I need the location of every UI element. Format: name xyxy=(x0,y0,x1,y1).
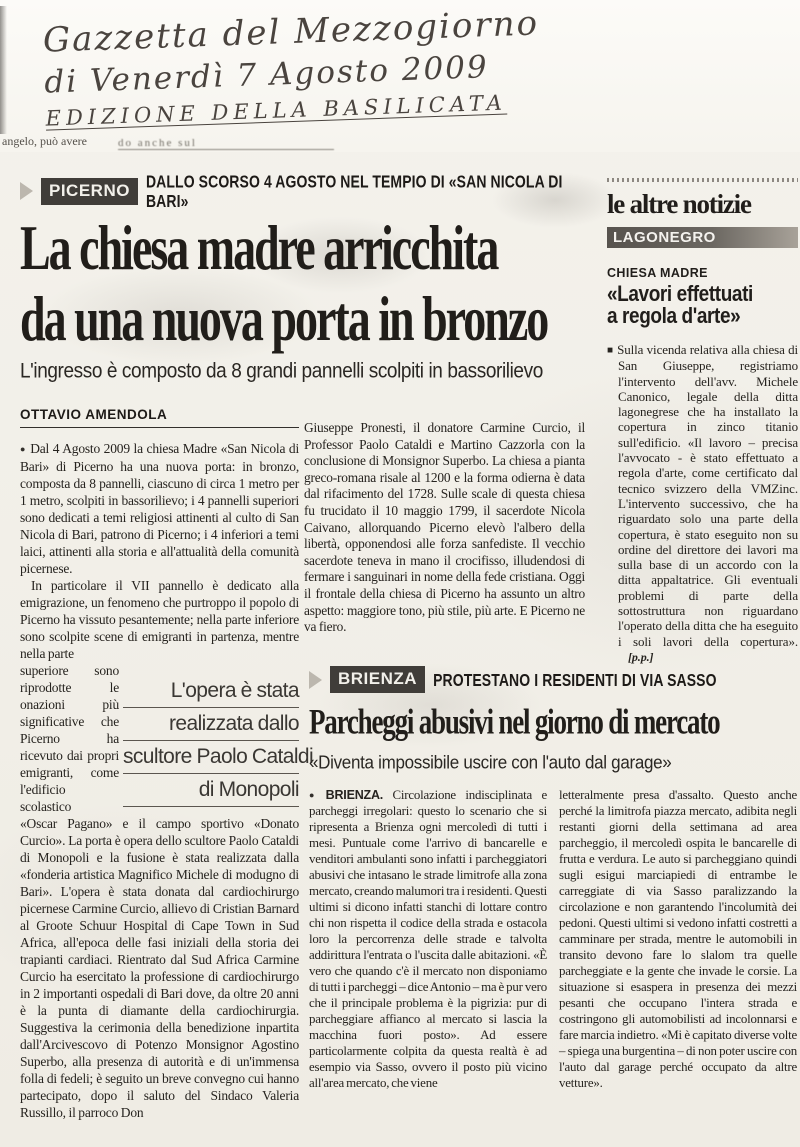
handwritten-newspaper-name: Gazzetta del Mezzogiorno xyxy=(42,3,540,61)
sidebar-location-strip: LAGONEGRO xyxy=(607,227,798,248)
picerno-paragraph-2: In particolare il VII pannello è dedicato alla emigrazione, un fenomeno che purtroppo il popolo di Picerno ha vissuto pesantemente; nella parte inferiore sono scolpite scene di emigranti in partenza, mentre nella parte xyxy=(20,578,299,661)
picerno-headline-line-1: La chiesa madre arricchita xyxy=(20,212,498,283)
brienza-body-column-2: letteralmente presa d'assalto. Questo anche perché la limitrofa piazza mercato, adibita negli restanti giorni della settimana ad area parcheggio, il mercoledì ospita le bancarelle di frutta e verdura. Le auto si parcheggiano quindi sugli esigui marciapiedi di entrambe le carreggiate di via Sasso paralizzando la circolazione e non garantendo l'incolumità dei pedoni. Questi ultimi si vedono infatti costretti a camminare per strada, mentre le automobili in transito devono fare lo slalom tra quelle parcheggiate e la gente che invade le corsie. La situazione si esaspera in presenza dei mezzi pesanti che occupano l'intera strada e costringono gli automobilisti ad incolonnarsi e fare marcia indietro. «Mi è capitato diverse volte – spiega una burgentina – di non poter uscire con l'auto dal garage perché occupato da altre vetture». xyxy=(559,788,797,1090)
sidebar-body xyxy=(607,342,798,665)
picerno-kicker: DALLO SCORSO 4 AGOSTO NEL TEMPIO DI «SAN NICOLA DI BARI» xyxy=(145,171,563,211)
brienza-body-column-1: ● BRIENZA. Circolazione indisciplinata e parcheggi irregolari: questo lo scenario che si ripresenta a Brienza ogni mercoledì di tutti i mesi. Puntuale come l'arrivo di bancarelle e venditori ambulanti sono infatti i parcheggiatori abusivi che intasano le strade limitrofe alla zona mercato, creando malumori tra i residenti. Questi ultimi si dicono infatti stanchi di lottare contro chi non rispetta il codice della strada e ostacola loro la percorrenza delle strade e talvolta addirittura l'entrata o l'uscita dalle abitazioni. «È vero che quando c'è il mercato non disponiamo di tutti i parcheggi – dice Antonio – ma è pur vero che il principale problema è la pigrizia: pur di parcheggiare affianco al mercato si lascia la macchina fuori posto». Ad essere particolarmente colpita da questa realtà è ad esempio via Sasso, ovvero il posto più vicino all'area mercato, che viene xyxy=(309,788,547,1090)
scan-left-edge-shadow xyxy=(0,6,7,134)
picerno-wrap-row xyxy=(20,662,314,815)
cut-off-print-fragment-left: angelo, può avere xyxy=(2,134,87,148)
brienza-column-1 xyxy=(309,787,547,1091)
picerno-column-1 xyxy=(20,407,314,1121)
pull-quote-line-2: realizzata dallo xyxy=(123,711,299,741)
picerno-byline: OTTAVIO AMENDOLA xyxy=(20,407,299,428)
brienza-location-badge: BRIENZA xyxy=(330,666,425,693)
brienza-kicker-row xyxy=(309,666,798,693)
picerno-kicker-row xyxy=(20,171,598,211)
brienza-subhead: «Diventa impossibile uscire con l'auto dal garage» xyxy=(309,752,672,773)
brienza-column-2 xyxy=(559,787,797,1091)
paragraph-bullet-icon: ● xyxy=(309,790,322,800)
paragraph-bullet-icon: ● xyxy=(20,444,27,454)
square-bullet-icon: ■ xyxy=(607,345,614,356)
section-arrow-icon xyxy=(309,671,322,689)
handwritten-date: di Venerdì 7 Agosto 2009 xyxy=(43,49,490,101)
sidebar-headline-line-2: a regola d'arte» xyxy=(607,304,741,329)
sidebar-section-title: le altre notizie xyxy=(607,189,751,219)
picerno-subhead: L'ingresso è composto da 8 grandi pannelli scolpiti in bassorilievo xyxy=(20,359,543,384)
picerno-body-column-2: Giuseppe Pronesti, il donatore Carmine Curcio, il Professor Paolo Cataldi e Martino Cazzorla con la conclusione di Monsignor Superbo. La chiesa a pianta greco-romana risale al 1200 e la forma odierna è data dal rifacimento del 1728. Sulle scale di questa chiesa fu trucidato il 10 maggio 1799, il sacerdote Nicola Caivano, allorquando Picerno elevò l'albero della libertà, opponendosi alle forza sanfediste. Il vecchio sacerdote teneva in mano il crocifisso, illudendosi di fermare i sanguinari in nome della fede cristiana. Oggi il frontale della chiesa di Picerno ha assunto un altro aspetto: maggiore tono, più stile, più arte. E Picerno ne va fiero. xyxy=(304,420,585,635)
cut-off-print-fragment-right: do anche sul xyxy=(118,137,334,150)
sidebar-body-text: Sulla vicenda relativa alla chiesa di San Giuseppe, registriamo l'intervento dell'avv. Michele Canonico, legale della ditta lagonegrese che ha installato la copertura in zinco titanio sull'edificio. «Il lavoro – precisa l'avvocato - è stato effettuato a regola d'arte, come certificato dal tecnico svizzero della VMZinc. L'intervento successivo, che ha riguardato solo una parte della copertura, è stato eseguito non su ordine del direttore dei lavori ma sulla base di un accordo con la ditta appaltatrice. Gli eventuali problemi di parte della sottostruttura non riguardano l'operato della ditta che ha eseguito i soli lavori della copertura». xyxy=(617,342,798,649)
handwritten-edition: EDIZIONE DELLA BASILICATA xyxy=(45,90,508,131)
picerno-pull-quote xyxy=(123,662,314,815)
brienza-kicker: PROTESTANO I RESIDENTI DI VIA SASSO xyxy=(433,669,717,690)
pull-quote-line-3: scultore Paolo Cataldi xyxy=(123,744,299,774)
sidebar-kicker: CHIESA MADRE xyxy=(607,266,708,280)
section-arrow-icon xyxy=(20,182,33,200)
article-brienza xyxy=(309,666,798,1091)
picerno-headline xyxy=(20,212,598,357)
brienza-headline: Parcheggi abusivi nel giorno di mercato xyxy=(309,701,720,742)
brienza-columns xyxy=(309,787,798,1091)
picerno-location-badge: PICERNO xyxy=(41,178,138,205)
pull-quote-line-4: di Monopoli xyxy=(123,777,299,807)
sidebar-dotted-rule xyxy=(607,178,798,182)
picerno-body-column-1 xyxy=(20,440,314,1121)
picerno-headline-line-2: da una nuova porta in bronzo xyxy=(20,283,548,354)
handwritten-annotation xyxy=(42,3,542,130)
picerno-narrow-text: superiore sono riprodotte le onazioni più significative che Picerno ha ricevuto dai propri emigranti, come l'edificio scolastico xyxy=(20,663,119,814)
sidebar-signature: [p.p.] xyxy=(628,649,654,664)
picerno-paragraph-1: ● Dal 4 Agosto 2009 la chiesa Madre «San Nicola di Bari» di Picerno ha una nuova porta: in bronzo, composta da 8 pannelli, ciascuno di circa 1 metro per 1 metro, scolpiti in bassorilievo; i 4 pannelli superiori sono dedicati a temi religiosi attinenti al culto di San Nicola di Bari, patrono di Picerno; i 4 inferiori a temi laici, attinenti alla storia e all'attualità della comunità picernese. xyxy=(20,441,299,576)
brienza-lead-location: BRIENZA. xyxy=(325,788,384,802)
pull-quote-line-1: L'opera è stata xyxy=(123,678,299,708)
sidebar-headline xyxy=(607,284,798,328)
sidebar-headline-line-1: «Lavori effettuati xyxy=(607,282,753,307)
picerno-paragraph-3: «Oscar Pagano» e il campo sportivo «Donato Curcio». La porta è opera dello scultore Paolo Cataldi di Monopoli e la fusione è stata realizzata dalla «fonderia artistica Magnifico Michele di modugno di Bari». L'opera è stata donata dal cardiochirurgo picernese Carmine Curcio, allievo di Cristian Barnard al Groote Schuur Hospital di Cape Town in Sud Africa, all'epoca delle fasi iniziali della storia dei trapianti cardiaci. Rientrato dal Sud Africa Carmine Curcio ha esercitato la professione di cardiochirurgo in 2 importanti ospedali di Bari dove, da oltre 20 anni è la punta di diamante della cardiochirurgia. Suggestiva la cerimonia della benedizione inpartita dall'Arcivescovo di Potenzo Monsignor Agostino Superbo, alla presenza di autorità e di un'immensa folla di fedeli; è seguito un breve convegno cui hanno partecipato, dopo il saluto del Sindaco Valeria Russillo, il parroco Don xyxy=(20,816,299,1120)
sidebar-other-news xyxy=(607,178,798,665)
